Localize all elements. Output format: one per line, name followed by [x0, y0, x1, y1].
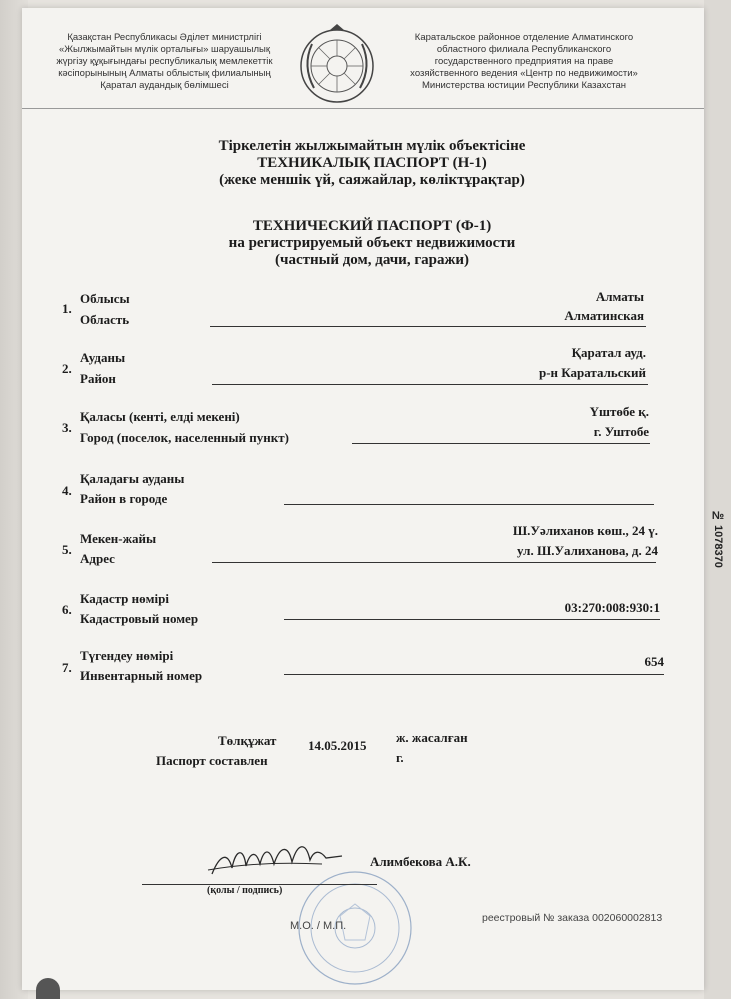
field-value-ru: 03:270:008:930:1 [564, 600, 660, 615]
field-inventory-number [22, 642, 704, 692]
field-underline [284, 619, 660, 620]
field-value-kz: Үштөбе қ. [589, 404, 649, 419]
title-kz [112, 138, 632, 189]
title-kz-line: (жеке меншік үй, саяжайлар, көліктұрақтар) [219, 172, 525, 188]
stamp-label: М.О. / М.П. [290, 920, 347, 932]
header-left-line: «Жылжымайтын мүлік орталығы» шаруашылық [59, 44, 270, 55]
field-label-ru: Адрес [80, 551, 115, 566]
serial-number: № 1078370 [712, 510, 724, 568]
field-label-kz: Қаласы (кенті, елді мекені) [80, 409, 240, 424]
right-page-edge [704, 0, 731, 999]
field-number: 4. [62, 483, 72, 498]
header-right-ru [394, 32, 654, 92]
field-label-ru: Инвентарный номер [80, 668, 203, 683]
field-value-ru: ул. Ш.Уалиханова, д. 24 [516, 543, 658, 558]
field-underline [210, 326, 646, 327]
signature-scribble-icon [202, 834, 352, 884]
header-right-line: хозяйственного ведения «Центр по недвижимости» [410, 68, 638, 79]
header-left-line: кәсіпорынының Алматы облыстық филиалының [58, 68, 271, 79]
field-label-kz: Ауданы [80, 350, 126, 365]
field-underline [284, 674, 664, 675]
field-region [22, 284, 704, 334]
field-label-ru: Область [80, 312, 130, 327]
field-underline [352, 443, 650, 444]
header-left-line: Қазақстан Республикасы Әділет министрлігі [67, 32, 262, 43]
field-cadastral-number [22, 586, 704, 636]
field-value-ru: р-н Каратальский [538, 365, 646, 380]
field-number: 6. [62, 602, 72, 617]
header-right-line: Министерства юстиции Республики Казахстан [422, 80, 626, 91]
field-label-kz: Кадастр нөмірі [80, 591, 169, 606]
field-label-kz: Мекен-жайы [80, 531, 157, 546]
header-left-kz [42, 32, 287, 92]
title-kz-line: Тіркелетін жылжымайтын мүлік объектісіне [218, 138, 526, 154]
field-value-ru: Алматинская [564, 308, 644, 323]
field-label-kz: Облысы [80, 291, 130, 306]
header-divider [22, 108, 704, 109]
field-underline [284, 504, 654, 505]
document-sheet [22, 8, 704, 990]
field-value-kz: Қаратал ауд. [571, 345, 646, 360]
issue-suffix-ru: г. [396, 750, 404, 765]
field-label-ru: Район [80, 371, 116, 386]
issue-label-kz: Төлқұжат [218, 733, 277, 748]
issue-suffix-kz: ж. жасалған [396, 730, 468, 745]
title-ru-line: ТЕХНИЧЕСКИЙ ПАСПОРТ (Ф-1) [252, 218, 492, 234]
title-kz-line: ТЕХНИКАЛЫҚ ПАСПОРТ (Н-1) [257, 155, 487, 171]
field-number: 5. [62, 542, 72, 557]
signer-name: Алимбекова А.К. [370, 854, 471, 869]
issue-label-ru: Паспорт составлен [156, 753, 268, 768]
field-value-ru: г. Уштобе [593, 424, 649, 439]
field-address [22, 520, 704, 570]
field-number: 7. [62, 660, 72, 675]
field-label-ru: Кадастровый номер [80, 611, 199, 626]
field-value-ru: 654 [644, 654, 664, 669]
field-label-ru: Город (поселок, населенный пункт) [80, 430, 289, 445]
header-right-line: областного филиала Республиканского [436, 44, 612, 55]
order-number: реестровый № заказа 002060002813 [482, 912, 663, 924]
issue-date: 14.05.2015 [308, 738, 367, 753]
title-ru-line: на регистрируемый объект недвижимости [228, 235, 516, 251]
header-right-line: государственного предприятия на праве [434, 56, 614, 67]
corner-shadow [36, 978, 60, 999]
field-underline [212, 562, 656, 563]
title-ru [112, 218, 632, 269]
header-left-line: Қаратал аудандық бөлімшесі [100, 80, 229, 91]
field-number: 3. [62, 420, 72, 435]
field-label-kz: Түгендеу нөмірі [80, 648, 174, 663]
state-emblem-icon [292, 24, 382, 108]
field-number: 1. [62, 301, 72, 316]
header-right-line: Каратальское районное отделение Алматинского [414, 32, 634, 43]
field-city-district [22, 463, 704, 513]
field-underline [212, 384, 648, 385]
field-number: 2. [62, 361, 72, 376]
field-district [22, 340, 704, 390]
signature-caption: (қолы / подпись) [207, 885, 283, 896]
field-city [22, 398, 704, 448]
title-ru-line: (частный дом, дачи, гаражи) [274, 252, 469, 268]
field-label-ru: Район в городе [80, 491, 168, 506]
field-value-kz: Алматы [595, 289, 644, 304]
field-label-kz: Қаладағы ауданы [80, 471, 185, 486]
field-value-kz: Ш.Уәлиханов көш., 24 ү. [512, 523, 658, 538]
header-left-line: жүргізу құқығындағы республикалық мемлекеттік [56, 56, 273, 67]
